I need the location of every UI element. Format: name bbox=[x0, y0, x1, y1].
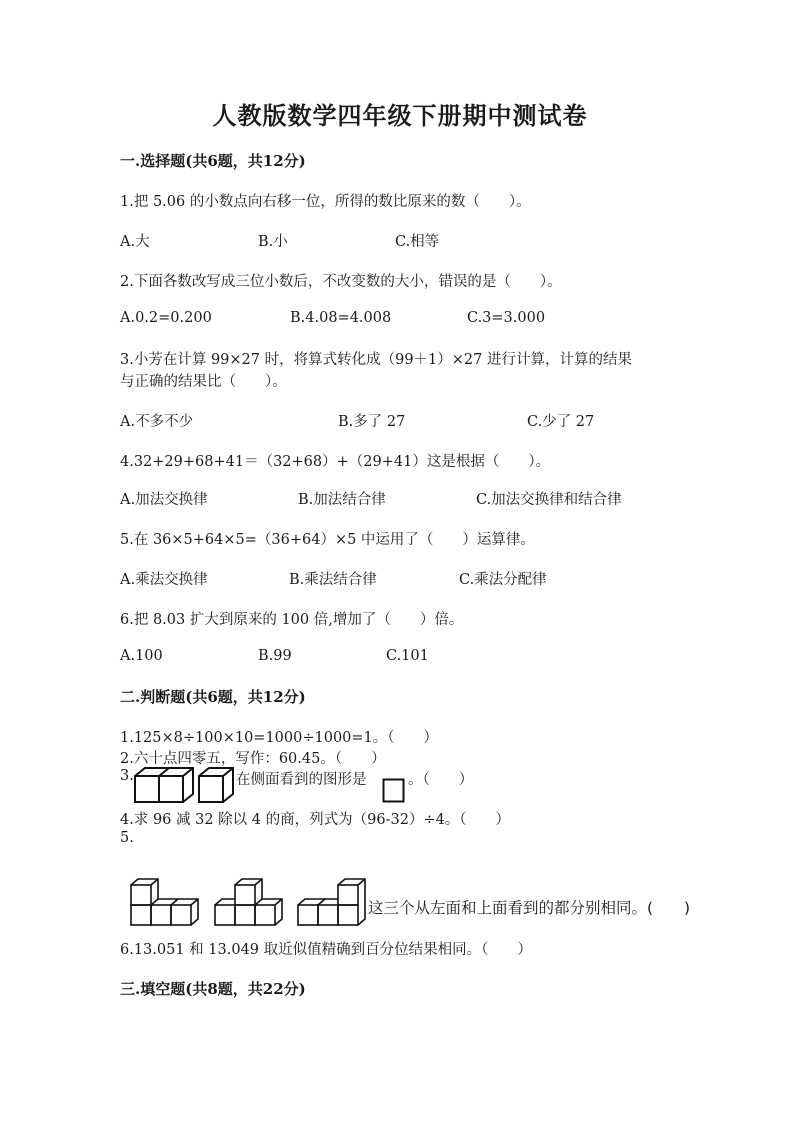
option: A.大 bbox=[120, 234, 150, 250]
option: C.101 bbox=[386, 648, 429, 664]
option: A.加法交换律 bbox=[120, 492, 208, 508]
question-tail: 。（ ） bbox=[408, 772, 474, 788]
question-stem: 6.把 8.03 扩大到原来的 100 倍,增加了（ ）倍。 bbox=[120, 612, 464, 628]
option: B.99 bbox=[258, 648, 292, 664]
option: B.多了 27 bbox=[338, 414, 406, 430]
option: A.100 bbox=[120, 648, 163, 664]
question-stem: 4.32+29+68+41＝（32+68）+（29+41）这是根据（ ）。 bbox=[120, 454, 551, 470]
question-number: 3. bbox=[120, 768, 134, 784]
option: B.4.08=4.008 bbox=[290, 310, 392, 326]
section-heading-choice: 一.选择题(共6题，共12分) bbox=[120, 152, 306, 170]
option: A.乘法交换律 bbox=[120, 572, 208, 588]
page-title: 人教版数学四年级下册期中测试卷 bbox=[212, 101, 588, 130]
section-heading-fill-in: 三.填空题(共8题，共22分) bbox=[120, 980, 306, 998]
question-stem: 4.求 96 减 32 除以 4 的商，列式为（96-32）÷4。（ ） bbox=[120, 812, 511, 828]
option: C.相等 bbox=[395, 234, 440, 250]
option: C.3=3.000 bbox=[467, 310, 546, 326]
option: C.乘法分配律 bbox=[459, 572, 547, 588]
option: B.乘法结合律 bbox=[289, 572, 377, 588]
square-figure-q3 bbox=[382, 778, 406, 804]
question-stem-line: 3.小芳在计算 99×27 时，将算式转化成（99＋1）×27 进行计算，计算的结果 bbox=[120, 352, 632, 368]
option: B.小 bbox=[258, 234, 288, 250]
question-stem: 1.125×8÷100×10=1000÷1000=1。（ ） bbox=[120, 730, 439, 746]
option: A.0.2=0.200 bbox=[120, 310, 212, 326]
question-stem: 1.把 5.06 的小数点向右移一位，所得的数比原来的数（ ）。 bbox=[120, 194, 531, 210]
cube-figure-q3 bbox=[133, 766, 237, 806]
option: A.不多不少 bbox=[120, 414, 194, 430]
question-stem: 2.六十点四零五，写作：60.45。（ ） bbox=[120, 751, 386, 767]
question-stem: 5.在 36×5+64×5=（36+64）×5 中运用了（ ）运算律。 bbox=[120, 532, 535, 548]
question-stem-line: 与正确的结果比（ ）。 bbox=[120, 374, 287, 390]
question-number: 5. bbox=[120, 830, 134, 846]
question-stem: 6.13.051 和 13.049 取近似值精确到百分位结果相同。（ ） bbox=[120, 942, 532, 958]
question-text: 这三个从左面和上面看到的都分别相同。( ) bbox=[368, 899, 691, 917]
option: B.加法结合律 bbox=[298, 492, 386, 508]
option: C.少了 27 bbox=[527, 414, 595, 430]
question-text: 在侧面看到的图形是 bbox=[236, 772, 367, 788]
question-stem: 2.下面各数改写成三位小数后，不改变数的大小，错误的是（ ）。 bbox=[120, 274, 562, 290]
option: C.加法交换律和结合律 bbox=[476, 492, 622, 508]
section-heading-judgement: 二.判断题(共6题，共12分) bbox=[120, 688, 306, 706]
cube-stacks-figure-q5 bbox=[128, 876, 368, 930]
